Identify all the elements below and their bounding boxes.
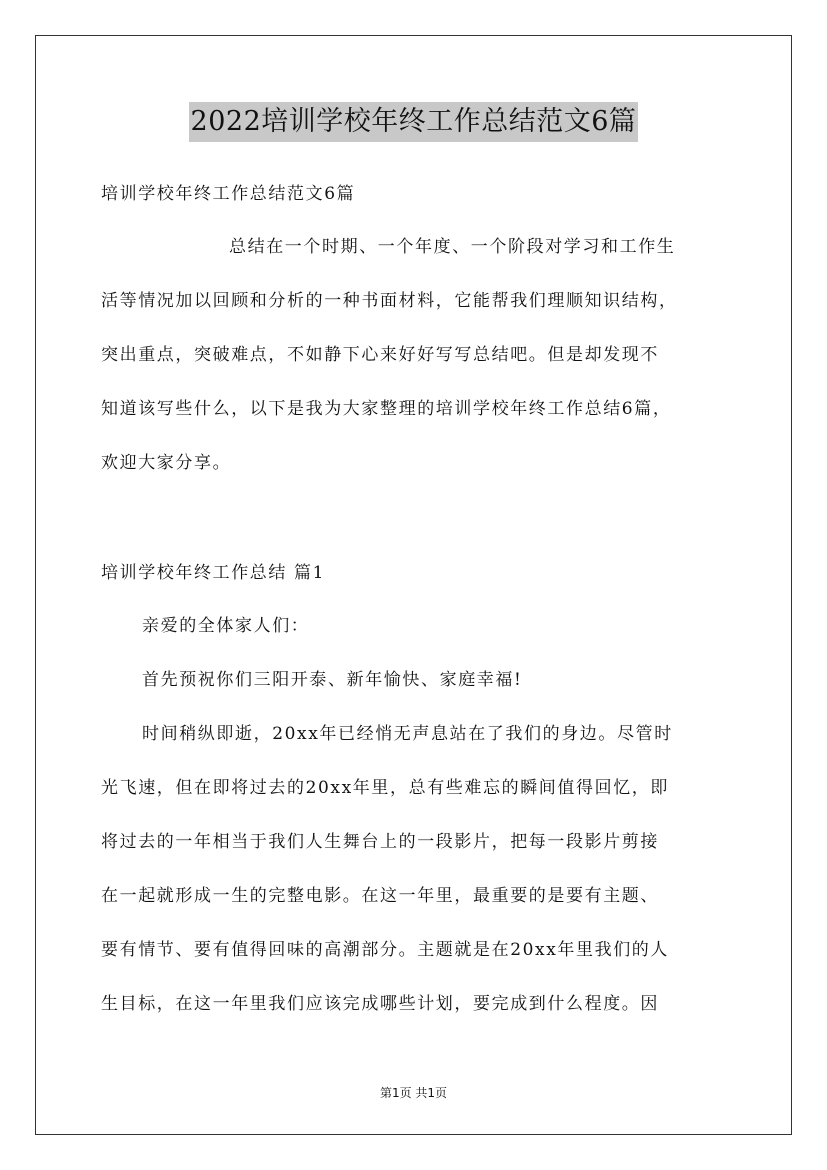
section-heading: 培训学校年终工作总结 篇1 [101,563,326,583]
body-line-5: 要有情节、要有值得回味的高潮部分。主题就是在20xx年里我们的人 [101,940,670,960]
title-container [0,102,827,142]
page-footer: 第1页 共1页 [379,1086,448,1100]
body-line-4: 在一起就形成一生的完整电影。在这一年里，最重要的是要有主题、 [101,886,659,906]
intro-line-1: 总结在一个时期、一个年度、一个阶段对学习和工作生 [229,237,676,257]
document-subtitle: 培训学校年终工作总结范文6篇 [101,184,356,204]
body-line-6: 生目标，在这一年里我们应该完成哪些计划，要完成到什么程度。因 [101,994,659,1014]
intro-line-2: 活等情况加以回顾和分析的一种书面材料，它能帮我们理顺知识结构， [101,291,678,311]
intro-line-3: 突出重点，突破难点，不如静下心来好好写写总结吧。但是却发现不 [101,345,659,365]
intro-line-5: 欢迎大家分享。 [101,453,232,473]
greeting-line: 亲爱的全体家人们： [142,616,310,636]
wishes-line: 首先预祝你们三阳开泰、新年愉快、家庭幸福! [142,670,523,690]
body-line-3: 将过去的一年相当于我们人生舞台上的一段影片，把每一段影片剪接 [101,832,659,852]
body-line-1: 时间稍纵即逝，20xx年已经悄无声息站在了我们的身边。尽管时 [142,724,673,744]
document-title: 2022培训学校年终工作总结范文6篇 [189,102,639,142]
body-line-2: 光飞速，但在即将过去的20xx年里，总有些难忘的瞬间值得回忆，即 [101,778,670,798]
intro-line-4: 知道该写些什么，以下是我为大家整理的培训学校年终工作总结6篇， [101,399,672,419]
